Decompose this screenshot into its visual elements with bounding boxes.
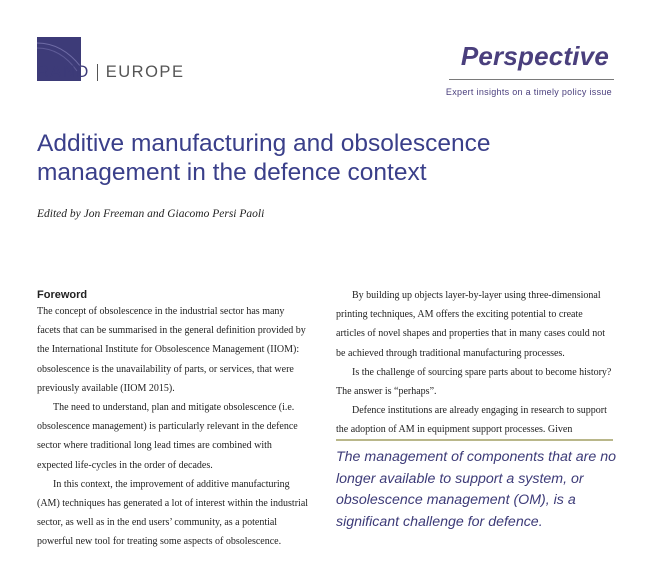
left-column — [37, 289, 309, 552]
logo-europe-text: EUROPE — [105, 63, 185, 81]
editors-line: Edited by Jon Freeman and Giacomo Persi Paoli — [37, 208, 265, 220]
right-column — [336, 286, 614, 440]
paragraph: In this context, the improvement of additive manufacturing (AM) techniques has generated a lot of interest within the industrial sector, as well as in the end users’ community, as a potential powerful new tool for treating some aspects of obsolescence. — [37, 478, 309, 548]
paragraph: Defence institutions are already engaging in research to support the adoption of AM in equipment support processes. Given — [336, 405, 607, 436]
logo-rand-text: RAND — [37, 63, 90, 81]
paragraph: By building up objects layer-by-layer using three-dimensional printing techniques, AM offers the exciting potential to create articles of novel shapes and properties that in many cases could not be achieved through traditional manufacturing processes. — [336, 290, 606, 359]
paragraph: The concept of obsolescence in the industrial sector has many facets that can be summarised in the general definition provided by the International Institute for Obsolescence Management (IIOM): obsolescence is the unavailability of parts, or services, that were previously available (IIOM 2015). — [37, 306, 306, 394]
rand-europe-logo — [37, 63, 184, 82]
document-title: Additive manufacturing and obsolescence management in the defence context — [37, 130, 491, 186]
pull-quote-rule — [336, 439, 613, 441]
series-title: Perspective — [460, 41, 609, 71]
header-rule — [449, 79, 614, 80]
section-heading: Foreword — [37, 289, 88, 301]
series-tagline: Expert insights on a timely policy issue — [445, 87, 612, 97]
logo-divider — [97, 64, 98, 81]
paragraph: Is the challenge of sourcing spare parts about to become history? The answer is “perhaps”. — [336, 366, 612, 398]
paragraph: The need to understand, plan and mitigate obsolescence (i.e. obsolescence management) is particularly relevant in the defence sector where traditional long lead times are combined with expected life-cycles in the order of decades. — [37, 402, 298, 471]
pull-quote: The management of components that are no longer available to support a system, or obsolescence management (OM), is a significant challenge for defence. — [336, 449, 616, 530]
